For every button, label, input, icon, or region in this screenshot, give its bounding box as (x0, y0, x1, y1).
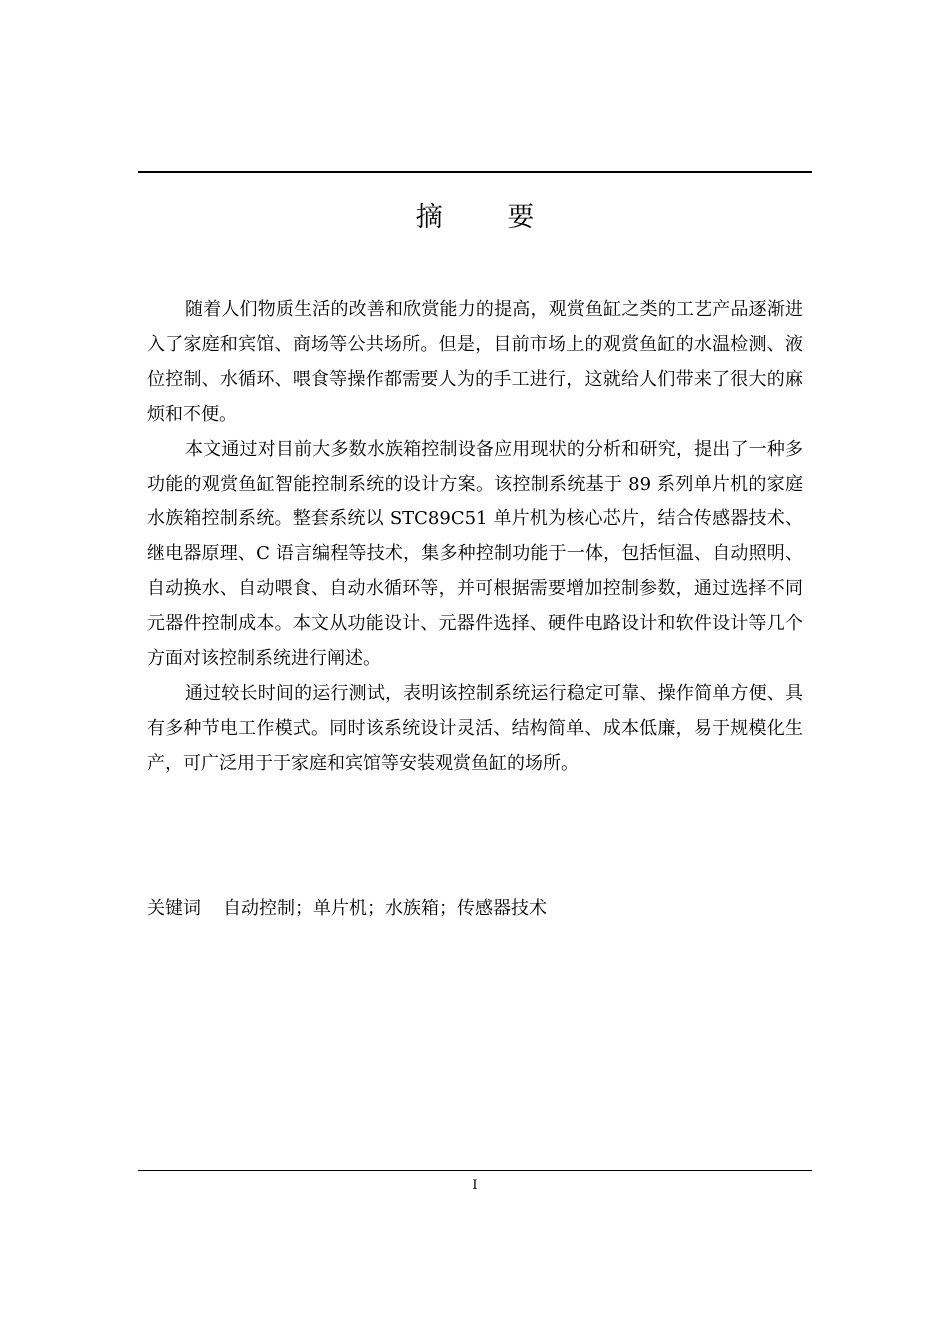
page-number: I (472, 1178, 478, 1193)
footer-rule (138, 1170, 812, 1171)
abstract-paragraph-3: 通过较长时间的运行测试，表明该控制系统运行稳定可靠、操作简单方便、具有多种节电工作模式。同时该系统设计灵活、结构简单、成本低廉，易于规模化生产，可广泛用于于家庭和宾馆等安装观赏鱼缸的场所。 (147, 682, 803, 774)
abstract-body (147, 293, 803, 782)
header-rule (138, 171, 812, 173)
keywords-line (147, 893, 547, 925)
page-title: 摘 要 (415, 202, 563, 233)
abstract-paragraph-1: 随着人们物质生活的改善和欣赏能力的提高，观赏鱼缸之类的工艺产品逐渐进入了家庭和宾馆、商场等公共场所。但是，目前市场上的观赏鱼缸的水温检测、液位控制、水循环、喂食等操作都需要人为的手工进行，这就给人们带来了很大的麻烦和不便。 (147, 299, 803, 425)
keywords-label: 关键词 (147, 898, 201, 919)
keywords-list: 自动控制；单片机；水族箱；传感器技术 (223, 898, 547, 919)
abstract-paragraph-2: 本文通过对目前大多数水族箱控制设备应用现状的分析和研究，提出了一种多功能的观赏鱼缸智能控制系统的设计方案。该控制系统基于 89 系列单片机的家庭水族箱控制系统。整套系统以 STC89C51 单片机为核心芯片，结合传感器技术、继电器原理、C 语言编程等技术，集多种控制功能于一体，包括恒温、自动照明、自动换水、自动喂食、自动水循环等，并可根据需要增加控制参数，通过选择不同元器件控制成本。本文从功能设计、元器件选择、硬件电路设计和软件设计等几个方面对该控制系统进行阐述。 (147, 438, 803, 670)
